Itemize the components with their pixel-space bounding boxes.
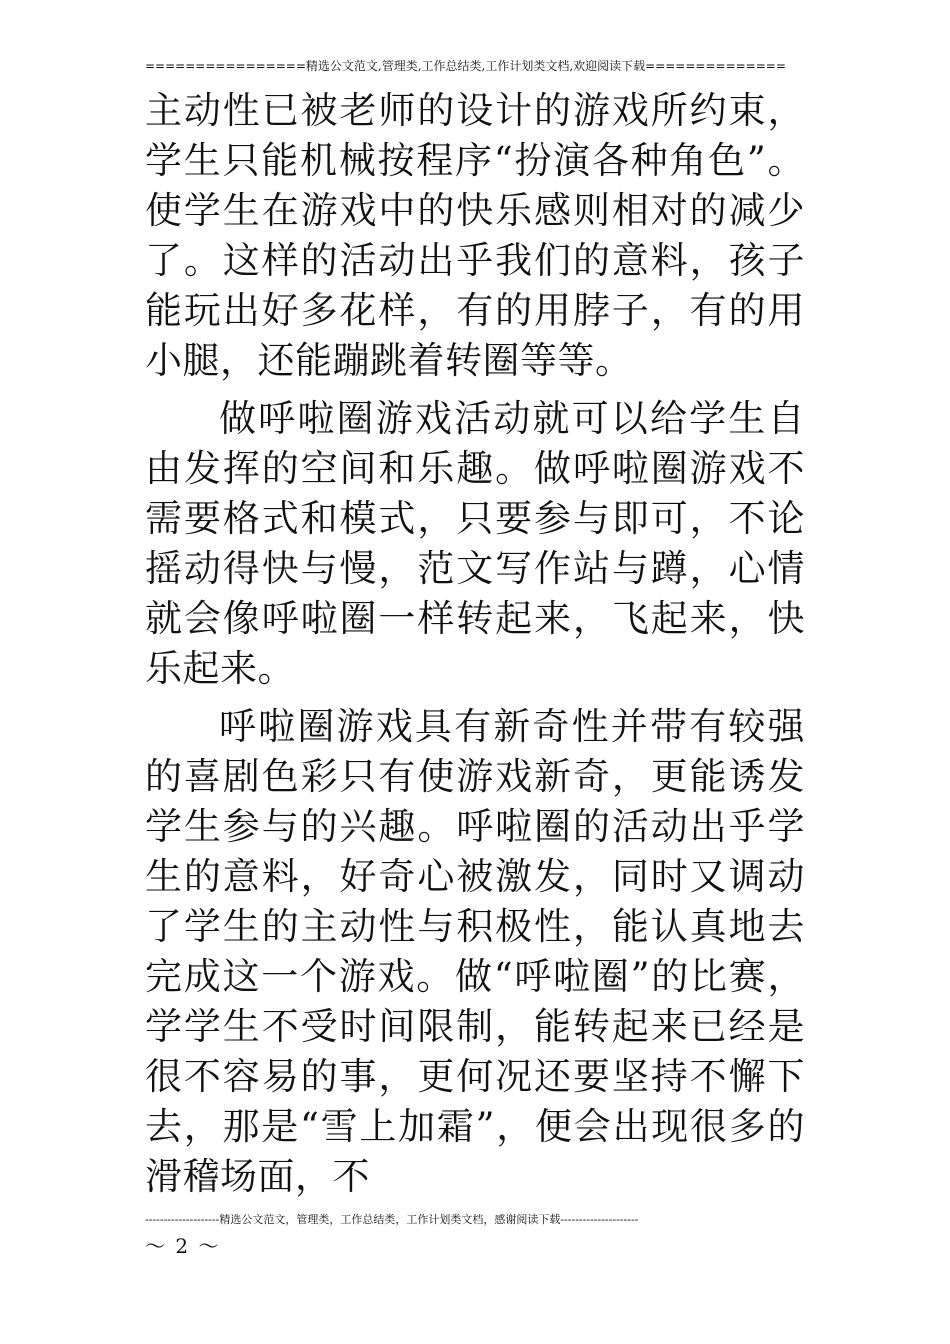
page-number: ～ 2 ～ xyxy=(145,1234,221,1258)
paragraph-2: 做呼啦圈游戏活动就可以给学生自由发挥的空间和乐趣。做呼啦圈游戏不需要格式和模式，只要参与即可，不论摇动得快与慢，范文写作站与蹲，心情就会像呼啦圈一样转起来，飞起来，快乐起来。 xyxy=(145,397,805,690)
document-body xyxy=(145,86,805,1202)
paragraph-3: 呼啦圈游戏具有新奇性并带有较强的喜剧色彩只有使游戏新奇，更能诱发学生参与的兴趣。呼啦圈的活动出乎学生的意料，好奇心被激发，同时又调动了学生的主动性与积极性，能认真地去完成这一个游戏。做“呼啦圈”的比赛，学学生不受时间限制，能转起来已经是很不容易的事，更何况还要坚持不懈下去，那是“雪上加霜”，便会出现很多的滑稽场面，不 xyxy=(145,705,805,1198)
page-header: ================精选公文范文,管理类,工作总结类,工作计划类文档,欢迎阅读下载============== xyxy=(145,59,786,73)
page-footer: --------------------精选公文范文，管理类，工作总结类，工作计划类文档，感谢阅读下载--------------------- xyxy=(145,1213,639,1226)
paragraph-1: 主动性已被老师的设计的游戏所约束，学生只能机械按程序“扮演各种角色”。使学生在游戏中的快乐感则相对的减少了。这样的活动出乎我们的意料，孩子能玩出好多花样，有的用脖子，有的用小腿，还能蹦跳着转圈等等。 xyxy=(145,89,805,382)
